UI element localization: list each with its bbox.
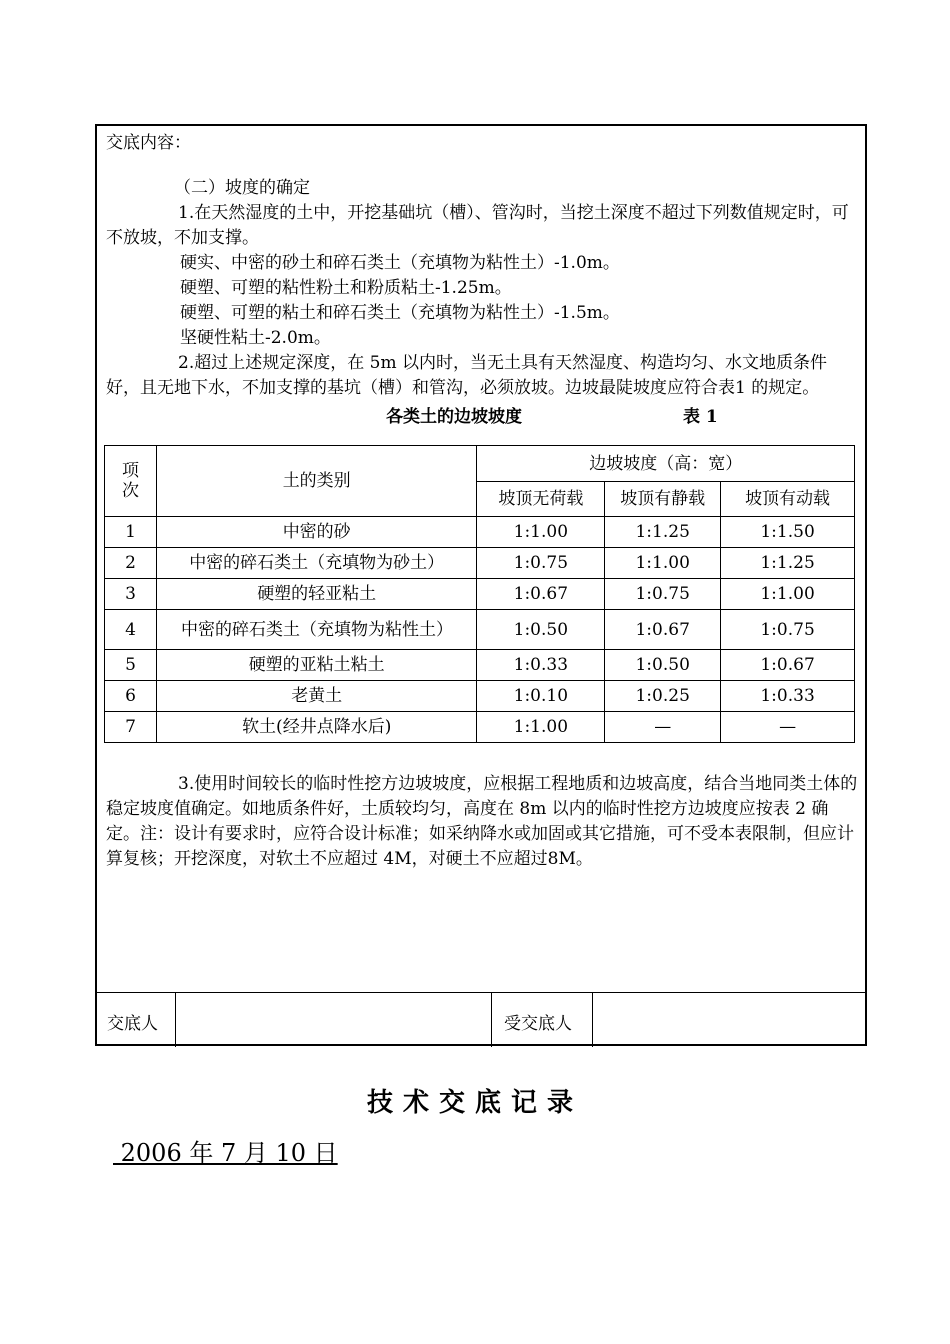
cell-soil-type: 中密的碎石类土（充填物为粘性土） [156,610,476,650]
cell-dynamic-load: 1:0.33 [721,681,855,712]
document-title: 技术交底记录 [366,1088,583,1118]
table-number: 表 1 [683,407,718,427]
giver-label: 交底人 [107,1014,158,1034]
cell-static-load: 1:1.25 [605,517,721,548]
cell-static-load: — [605,712,721,743]
cell-index: 5 [105,650,157,681]
cell-dynamic-load: 1:1.50 [721,517,855,548]
cell-index: 3 [105,579,157,610]
header-index: 项次 [105,446,157,517]
record-date: 2006 年 7 月 10 日 [113,1139,338,1167]
header-static-load: 坡顶有静载 [605,482,721,517]
paragraph-1: 1.在天然湿度的土中，开挖基础坑（槽）、管沟时，当挖土深度不超过下列数值规定时，可不放坡，不加支撑。 [106,203,849,248]
cell-no-load: 1:0.50 [477,610,605,650]
table-caption: 各类土的边坡坡度 [386,407,522,427]
cell-static-load: 1:0.75 [605,579,721,610]
cell-static-load: 1:0.67 [605,610,721,650]
table-row [105,517,855,548]
cell-no-load: 1:1.00 [477,712,605,743]
section-title: （二）坡度的确定 [174,178,310,198]
cell-dynamic-load: 1:0.75 [721,610,855,650]
receiver-signature-field[interactable] [592,993,866,1047]
table-row [105,681,855,712]
cell-no-load: 1:0.67 [477,579,605,610]
cell-static-load: 1:0.50 [605,650,721,681]
header-soil-type: 土的类别 [156,446,476,517]
cell-index: 2 [105,548,157,579]
cell-static-load: 1:1.00 [605,548,721,579]
table-row [105,610,855,650]
cell-index: 1 [105,517,157,548]
cell-index: 4 [105,610,157,650]
receiver-label-cell [491,993,592,1047]
cell-soil-type: 中密的碎石类土（充填物为砂土） [156,548,476,579]
cell-dynamic-load: 1:1.25 [721,548,855,579]
rule-4: 坚硬性粘土-2.0m。 [180,328,331,348]
cell-no-load: 1:0.10 [477,681,605,712]
paragraph-2: 2.超过上述规定深度，在 5m 以内时，当无土具有天然湿度、构造均匀、水文地质条件好，且无地下水，不加支撑的基坑（槽）和管沟，必须放坡。边坡最陡坡度应符合表1 的规定。 [106,353,827,398]
rule-2: 硬塑、可塑的粘性粉土和粉质粘土-1.25m。 [180,278,512,298]
table-row [105,548,855,579]
receiver-label: 受交底人 [504,1014,572,1034]
cell-index: 7 [105,712,157,743]
slope-table [104,445,855,743]
cell-index: 6 [105,681,157,712]
cell-dynamic-load: 1:1.00 [721,579,855,610]
table-row [105,712,855,743]
cell-dynamic-load: 1:0.67 [721,650,855,681]
cell-soil-type: 硬塑的亚粘土粘土 [156,650,476,681]
giver-signature-field[interactable] [175,993,492,1047]
paragraph-3: 3.使用时间较长的临时性挖方边坡坡度，应根据工程地质和边坡高度，结合当地同类土体的稳定坡度值确定。如地质条件好，土质较均匀，高度在 8m 以内的临时性挖方边坡度应按表 2 确定。注：设计有要求时，应符合设计标准；如采纳降水或加固或其它措施，可不受本表限制，但应计算复核；开挖深度，对软土不应超过 4M，对硬土不应超过8M。 [106,774,858,869]
table-row [105,650,855,681]
cell-no-load: 1:0.75 [477,548,605,579]
cell-no-load: 1:1.00 [477,517,605,548]
cell-soil-type: 老黄土 [156,681,476,712]
cell-dynamic-load: — [721,712,855,743]
content-label: 交底内容： [106,133,191,153]
header-slope: 边坡坡度（高：宽） [477,446,855,482]
header-dynamic-load: 坡顶有动载 [721,482,855,517]
rule-3: 硬塑、可塑的粘土和碎石类土（充填物为粘性土）-1.5m。 [180,303,620,323]
rule-1: 硬实、中密的砂土和碎石类土（充填物为粘性土）-1.0m。 [180,253,620,273]
header-no-load: 坡顶无荷载 [477,482,605,517]
cell-no-load: 1:0.33 [477,650,605,681]
cell-soil-type: 中密的砂 [156,517,476,548]
cell-soil-type: 软土(经井点降水后) [156,712,476,743]
signature-row [95,992,867,1047]
cell-soil-type: 硬塑的轻亚粘土 [156,579,476,610]
table-row [105,579,855,610]
cell-static-load: 1:0.25 [605,681,721,712]
